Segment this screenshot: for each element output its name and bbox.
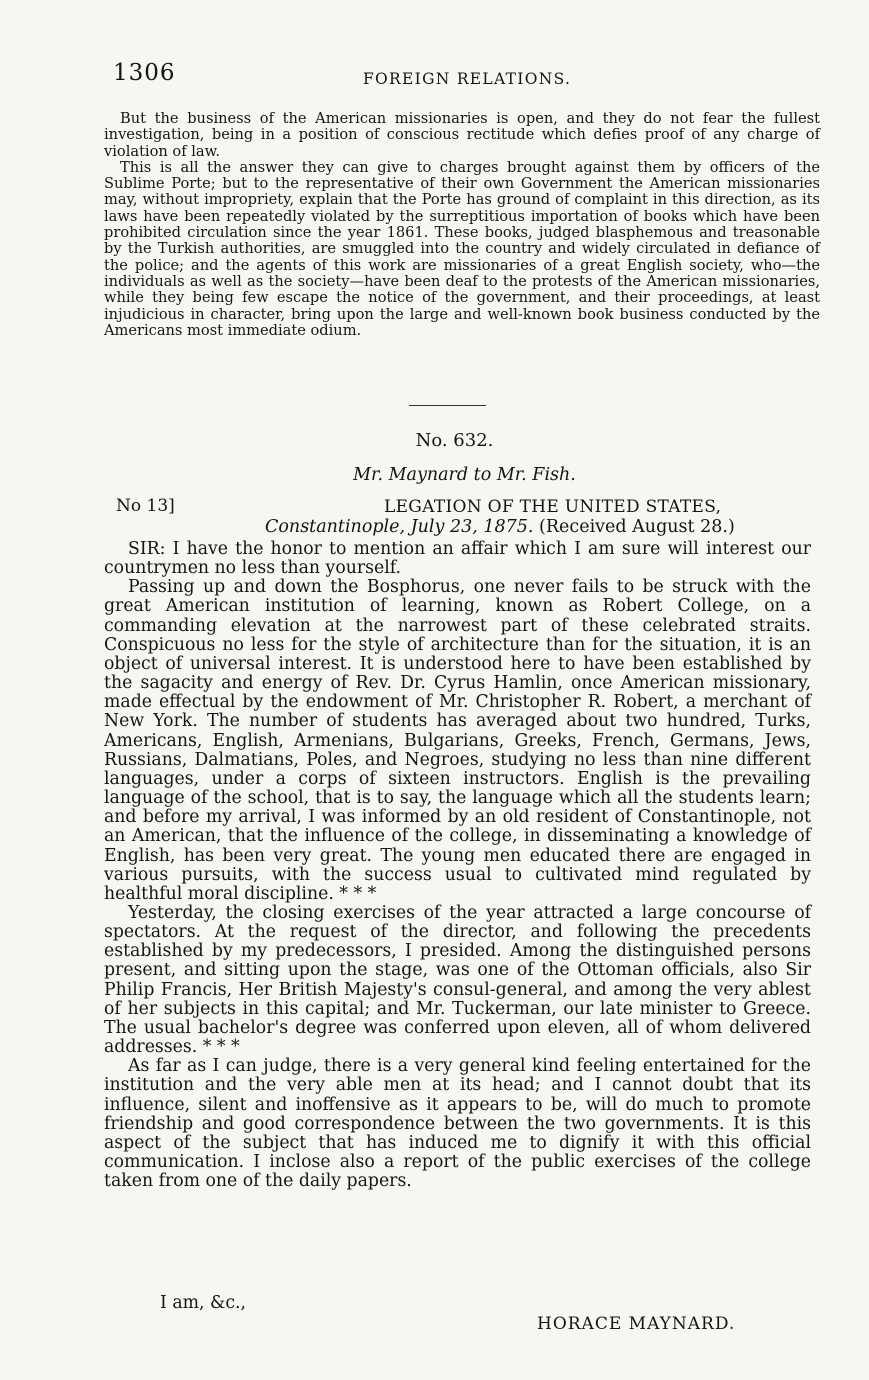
document-number: No. 632. [415, 430, 494, 451]
paragraph: Passing up and down the Bosphorus, one never fails to be struck with the great American institution of learning, known as Robert College, on a commanding elevation at the narrowest part of these celebrated straits. Conspicuous no less for the style of architecture than for the situation, it is an object of universal interest. It is understood here to have been established by the sagacity and energy of Rev. Dr. Cyrus Hamlin, once American missionary, made effectual by the endowment of Mr. Christopher R. Robert, a merchant of New York. The number of students has averaged about two hundred, Turks, Americans, English, Armenians, Bulgarians, Greeks, French, Germans, Jews, Russians, Dalmatians, Poles, and Negroes, studying no less than nine different languages, under a corps of sixteen instructors. English is the prevailing language of the school, that is to say, the language which all the students learn; and before my arrival, I was informed by an old resident of Constantinople, not an American, that the influence of the college, in disseminating a knowledge of English, has been very great. The young men educated there are engaged in various pursuits, with the success usual to cultivated mind regulated by healthful moral discipline. * * * [104, 577, 811, 904]
paragraph: SIR: I have the honor to mention an affair which I am sure will interest our countrymen no less than yourself. [104, 539, 811, 579]
preceding-enclosure-text [104, 111, 820, 339]
place-and-date: Constantinople, July 23, 1875. [265, 517, 534, 537]
received-date: (Received August 28.) [539, 517, 735, 537]
legation-heading: LEGATION OF THE UNITED STATES, [384, 497, 722, 517]
running-head: FOREIGN RELATIONS. [363, 70, 572, 88]
paragraph: This is all the answer they can give to charges brought against them by officers of the Sublime Porte; but to the representative of their own Government the American missionaries may, without impropriety, explain that the Porte has ground of complaint in this direction, as its laws have been repeatedly violated by the surreptitious importation of books which have been prohibited circulation since the year 1861. These books, judged blasphemous and treasonable by the Turkish authorities, are smuggled into the country and widely circulated in defiance of the police; and the agents of this work are missionaries of a great English society, who—the individuals as well as the society—have been deaf to the protests of the American missionaries, while they being few escape the notice of the government, and their proceedings, at least injudicious in character, bring upon the large and well-known book business conducted by the Americans most immediate odium. [104, 158, 820, 339]
paragraph: But the business of the American missionaries is open, and they do not fear the fullest investigation, being in a position of conscious rectitude which defies proof of any charge of violation of law. [104, 110, 820, 160]
page-header [113, 60, 817, 92]
place-date-line [265, 517, 735, 537]
closing-line: I am, &c., [160, 1293, 247, 1313]
section-divider [409, 405, 486, 406]
signature: HORACE MAYNARD. [537, 1314, 736, 1334]
page-number: 1306 [113, 60, 176, 86]
dispatch-number: No 13] [116, 496, 175, 516]
paragraph: Yesterday, the closing exercises of the year attracted a large concourse of spectators. At the request of the director, and following the precedents established by my predecessors, I presided. Among the distinguished persons present, and sitting upon the stage, was one of the Ottoman officials, also Sir Philip Francis, Her British Majesty's consul-general, and among the very ablest of her subjects in this capital; and Mr. Tuckerman, our late minister to Greece. The usual bachelor's degree was conferred upon eleven, all of whom delivered addresses. * * * [104, 902, 811, 1058]
paragraph: As far as I can judge, there is a very general kind feeling entertained for the institution and the very able men at its head; and I cannot doubt that its influence, silent and inoffensive as it appears to be, will do much to promote friendship and good correspondence between the two governments. It is this aspect of the subject that has induced me to dignify it with this official communication. I inclose also a report of the public exercises of the college taken from one of the daily papers. [104, 1056, 811, 1192]
document-title: Mr. Maynard to Mr. Fish. [353, 465, 576, 485]
letter-body [104, 540, 811, 1191]
